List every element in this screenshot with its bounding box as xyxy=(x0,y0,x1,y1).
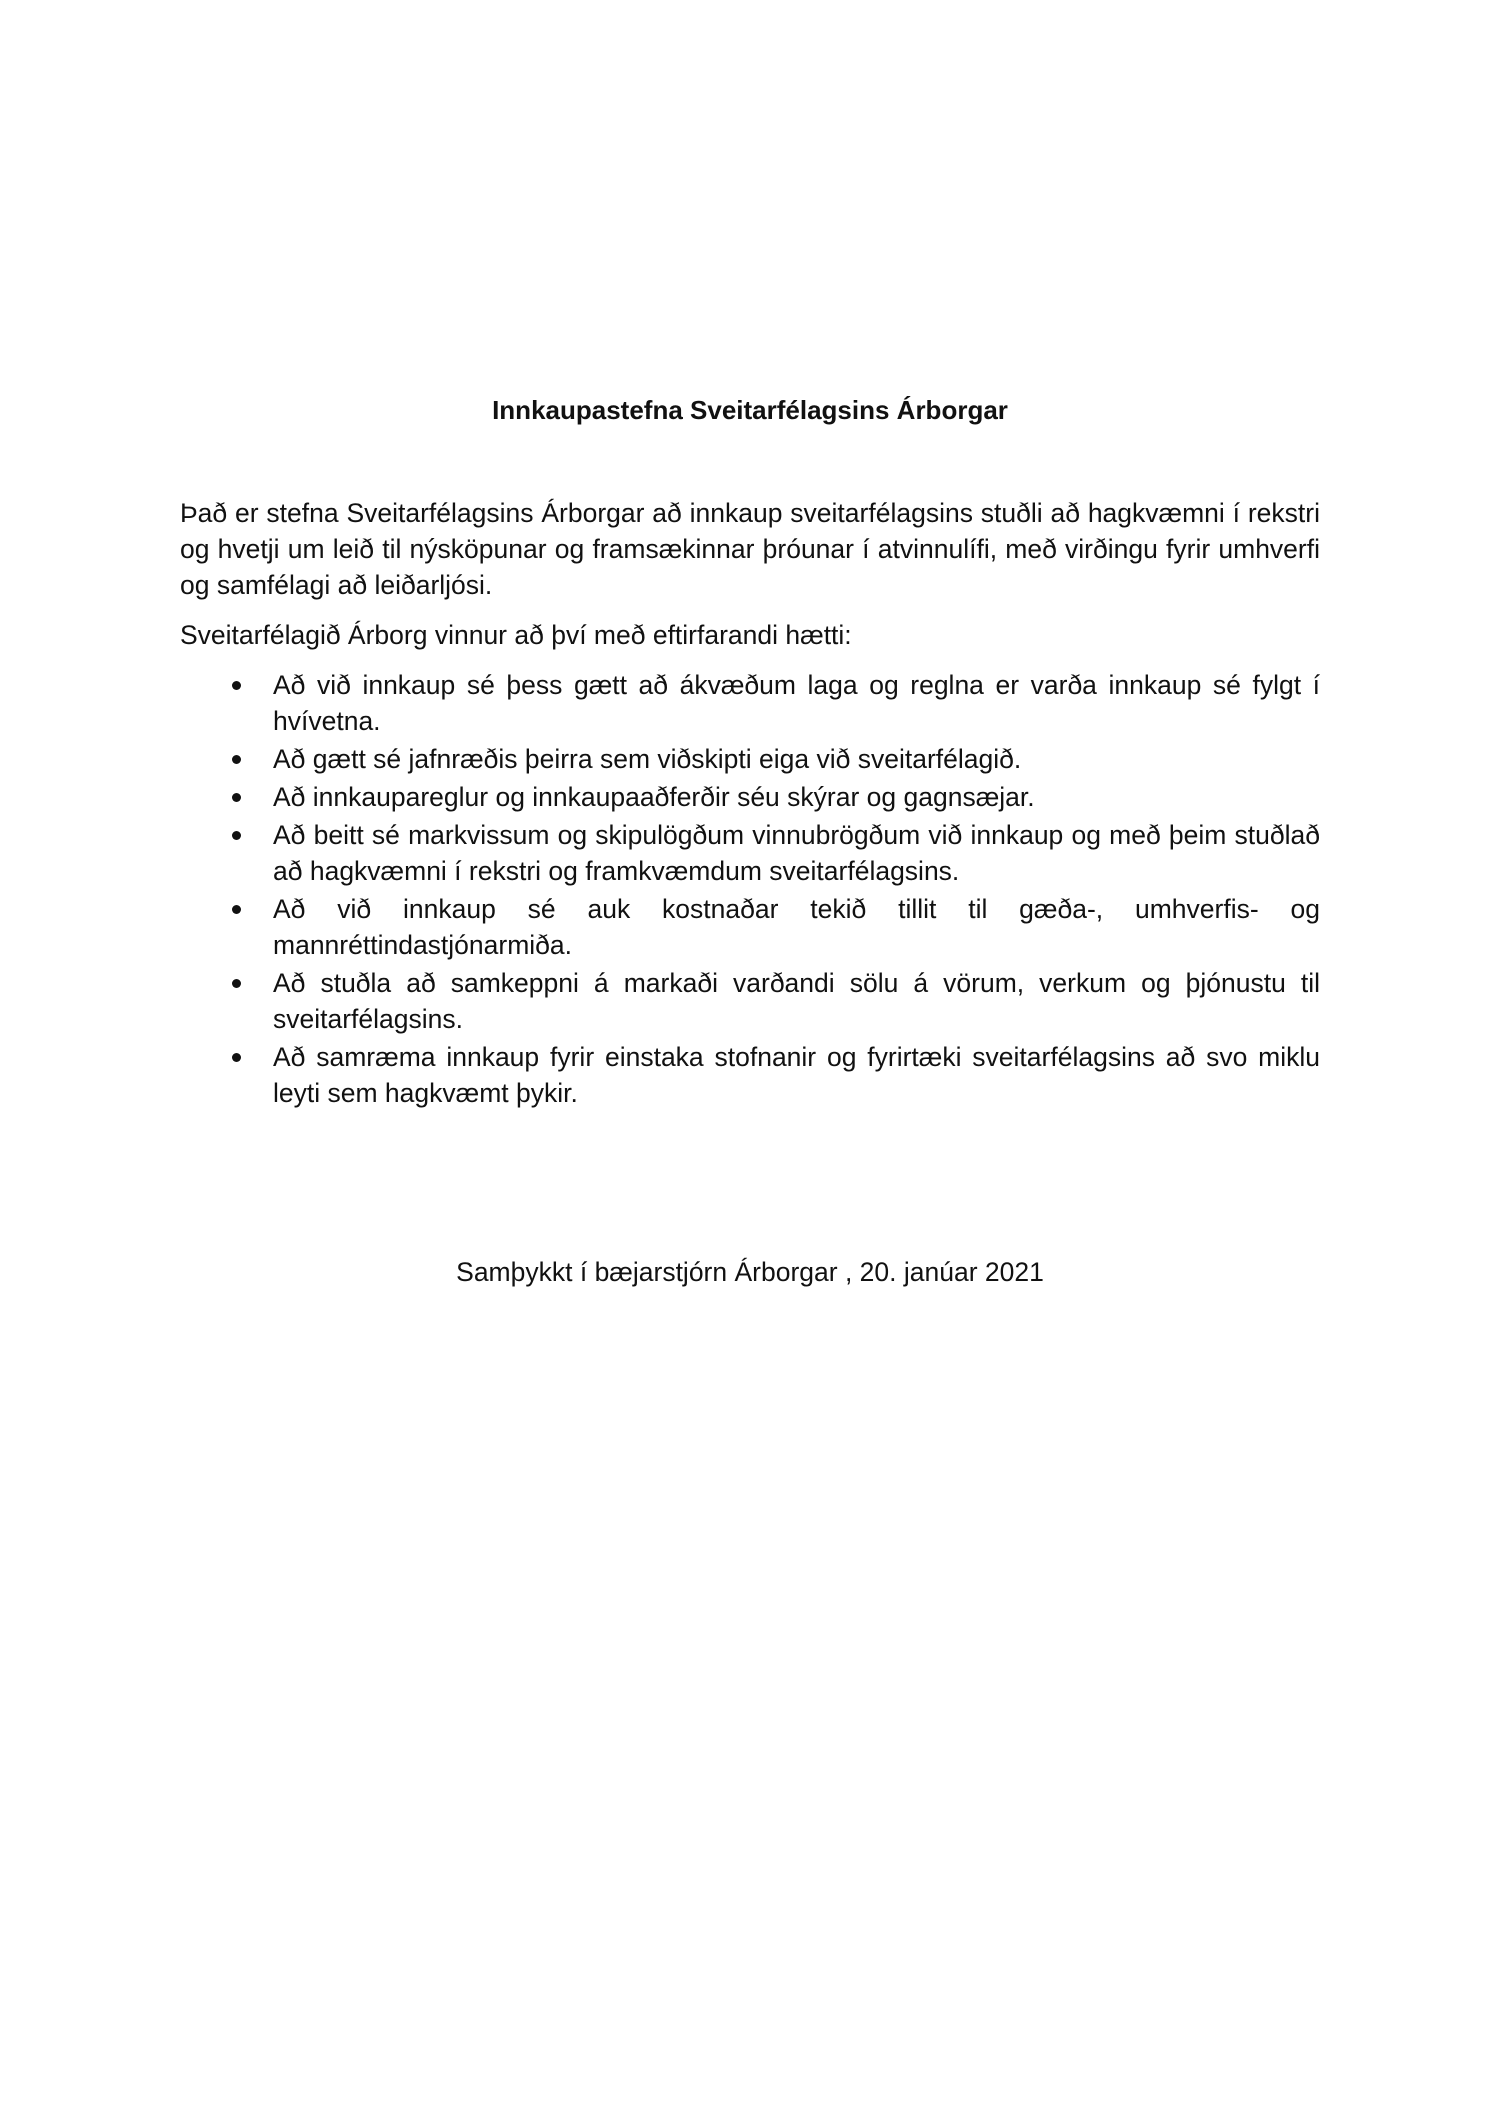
list-item-text: Að innkaupareglur og innkaupaaðferðir séu skýrar og gagnsæjar. xyxy=(273,782,1035,812)
document-body xyxy=(180,495,1320,1113)
list-item xyxy=(180,817,1320,889)
bullet-icon xyxy=(232,755,241,764)
list-item xyxy=(180,891,1320,963)
list-item xyxy=(180,1039,1320,1111)
list-item-text: Að gætt sé jafnræðis þeirra sem viðskipti eiga við sveitarfélagið. xyxy=(273,744,1022,774)
list-item-text: Að samræma innkaup fyrir einstaka stofnanir og fyrirtæki sveitarfélagsins að svo miklu leyti sem hagkvæmt þykir. xyxy=(273,1042,1320,1108)
bullet-icon xyxy=(232,831,241,840)
list-item xyxy=(180,779,1320,815)
approval-line: Samþykkt í bæjarstjórn Árborgar , 20. janúar 2021 xyxy=(456,1257,1044,1287)
bullet-icon xyxy=(232,793,241,802)
list-item-text: Að við innkaup sé þess gætt að ákvæðum laga og reglna er varða innkaup sé fylgt í hvívetna. xyxy=(273,670,1320,736)
bullet-icon xyxy=(232,979,241,988)
bullet-icon xyxy=(232,681,241,690)
document-title: Innkaupastefna Sveitarfélagsins Árborgar xyxy=(492,395,1008,425)
list-item xyxy=(180,667,1320,739)
policy-list xyxy=(180,667,1320,1111)
bullet-icon xyxy=(232,905,241,914)
list-item xyxy=(180,965,1320,1037)
lead-paragraph: Sveitarfélagið Árborg vinnur að því með eftirfarandi hætti: xyxy=(180,620,852,650)
intro-paragraph: Það er stefna Sveitarfélagsins Árborgar að innkaup sveitarfélagsins stuðli að hagkvæmni í rekstri og hvetji um leið til nýsköpunar og framsækinnar þróunar í atvinnulífi, með virðingu fyrir umhverfi og samfélagi að leiðarljósi. xyxy=(180,498,1320,600)
list-item-text: Að beitt sé markvissum og skipulögðum vinnubrögðum við innkaup og með þeim stuðlað að hagkvæmni í rekstri og framkvæmdum sveitarfélagsins. xyxy=(273,820,1320,886)
list-item-text: Að við innkaup sé auk kostnaðar tekið tillit til gæða-, umhverfis- og mannréttindastjónarmiða. xyxy=(273,894,1320,960)
list-item-text: Að stuðla að samkeppni á markaði varðandi sölu á vörum, verkum og þjónustu til sveitarfélagsins. xyxy=(273,968,1320,1034)
list-item xyxy=(180,741,1320,777)
bullet-icon xyxy=(232,1053,241,1062)
